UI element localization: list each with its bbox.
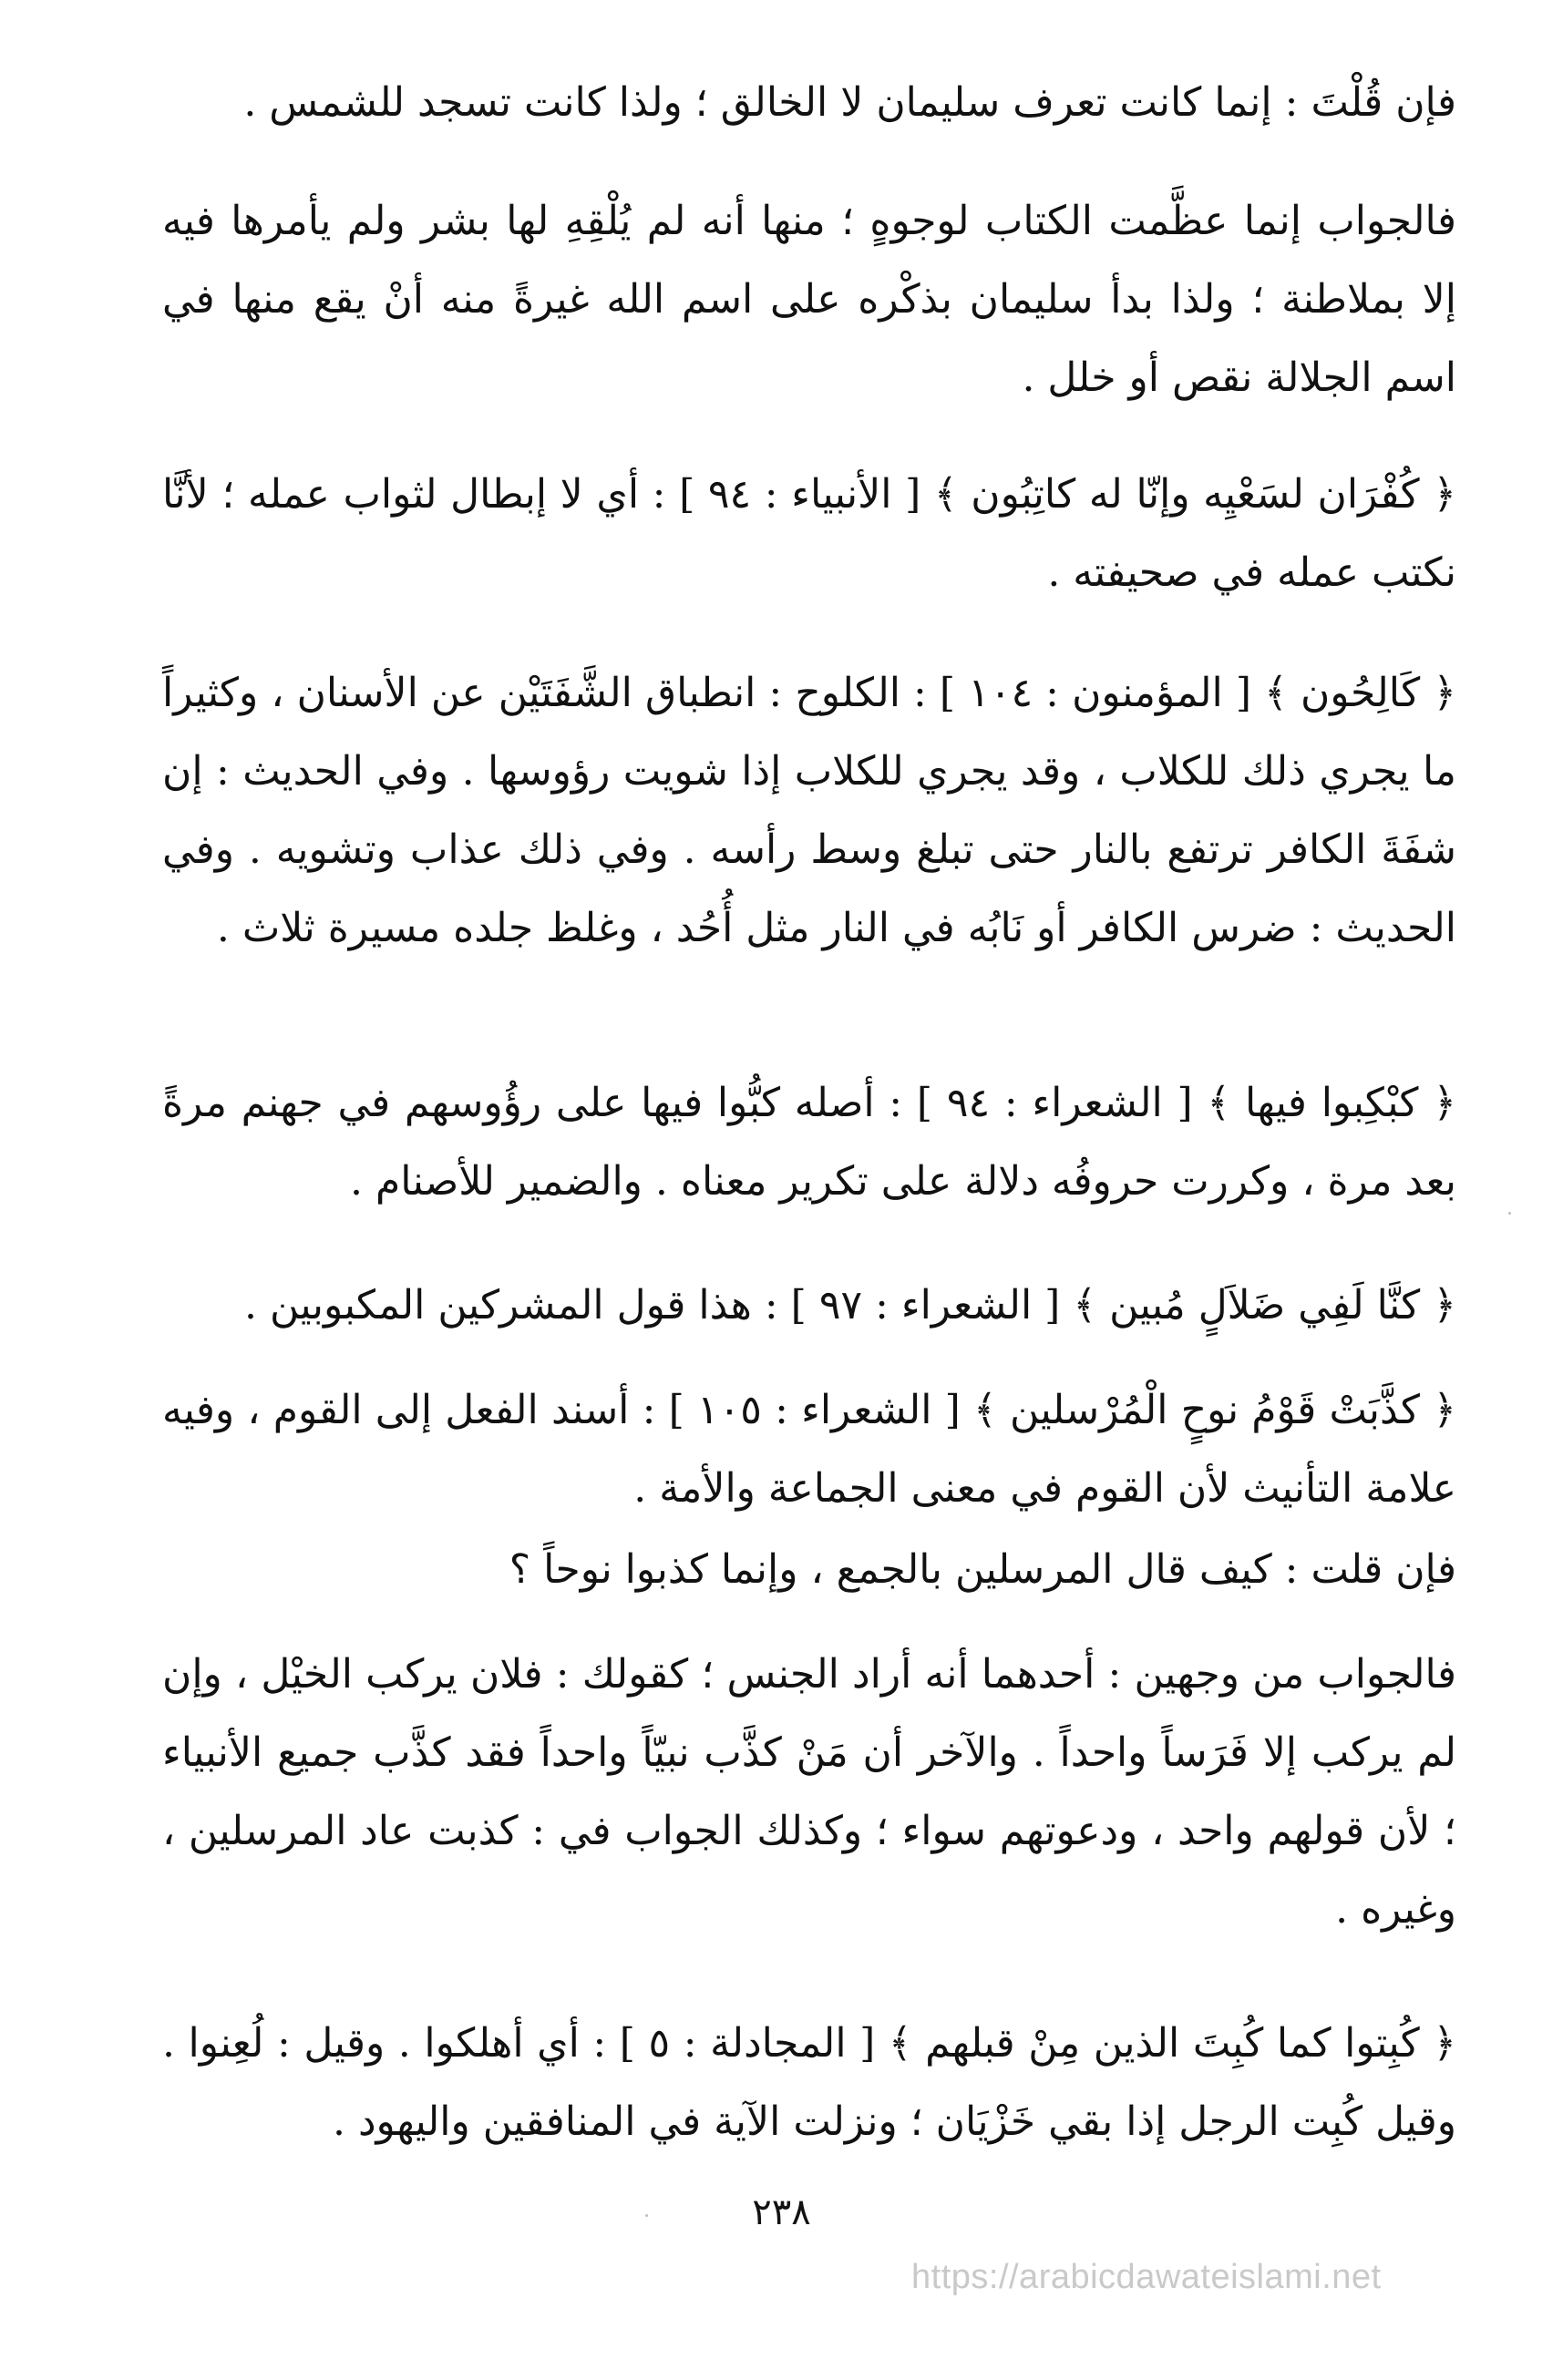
page-number: ٢٣٨ <box>752 2191 811 2233</box>
paragraph-2: فالجواب إنما عظَّمت الكتاب لوجوهٍ ؛ منها أنه لم يُلْقِهِ لها بشر ولم يأمرها فيه إلا بملاطنة ؛ ولذا بدأ سليمان بذكْره على اسم الله غيرةً منه أنْ يقع منها في اسم الجلالة نقص أو خلل . <box>162 198 1456 401</box>
paragraph-4: ﴿ كَالِحُون ﴾ [ المؤمنون : ١٠٤ ] : الكلوح : انطباق الشَّفَتَيْن عن الأسنان ، وكثيراً ما يجري ذلك للكلاب ، وقد يجري للكلاب إذا شويت رؤوسها . وفي الحديث : إن شفَةَ الكافر ترتفع بالنار حتى تبلغ وسط رأسه . وفي ذلك عذاب وتشويه . وفي الحديث : ضرس الكافر أو نَابُه في النار مثل أُحُد ، وغلظ جلده مسيرة ثلاث . <box>162 670 1457 951</box>
scan-speck <box>1508 1212 1511 1215</box>
paragraph-7: ﴿ كذَّبَتْ قَوْمُ نوحٍ الْمُرْسلين ﴾ [ الشعراء : ١٠٥ ] : أسند الفعل إلى القوم ، وفيه علامة التأنيث لأن القوم في معنى الجماعة والأمة . <box>162 1387 1456 1512</box>
paragraph-10: ﴿ كُبِتوا كما كُبِتَ الذين مِنْ قبلهم ﴾ [ المجادلة : ٥ ] : أي أهلكوا . وقيل : لُعِنوا . وقيل كُبِت الرجل إذا بقي خَزْيَان ؛ ونزلت الآية في المنافقين واليهود . <box>162 2020 1456 2145</box>
scan-speck <box>645 2214 648 2217</box>
paragraph-5: ﴿ كبْكِبوا فيها ﴾ [ الشعراء : ٩٤ ] : أصله كبُّوا فيها على رؤُوسهم في جهنم مرةً بعد مرة ، وكررت حروفُه دلالة على تكرير معناه . والضمير للأصنام . <box>162 1080 1456 1205</box>
paragraph-8: فإن قلت : كيف قال المرسلين بالجمع ، وإنما كذبوا نوحاً ؟ <box>509 1546 1456 1593</box>
paragraph-6: ﴿ كنَّا لَفِي ضَلاَلٍ مُبين ﴾ [ الشعراء : ٩٧ ] : هذا قول المشركين المكبوبين . <box>243 1282 1456 1328</box>
watermark-url: https://arabicdawateislami.net <box>911 2258 1382 2296</box>
paragraph-3: ﴿ كُفْرَان لسَعْيِه وإنّا له كاتِبُون ﴾ [ الأنبياء : ٩٤ ] : أي لا إبطال لثواب عمله ؛ لأنَّا نكتب عمله في صحيفته . <box>162 471 1456 596</box>
paragraph-1: فإن قُلْتَ : إنما كانت تعرف سليمان لا الخالق ؛ ولذا كانت تسجد للشمس . <box>243 79 1456 126</box>
paragraph-9: فالجواب من وجهين : أحدهما أنه أراد الجنس ؛ كقولك : فلان يركب الخيْل ، وإن لم يركب إلا فَرَساً واحداً . والآخر أن مَنْ كذَّب نبيّاً واحداً فقد كذَّب جميع الأنبياء ؛ لأن قولهم واحد ، ودعوتهم سواء ؛ وكذلك الجواب في : كذبت عاد المرسلين ، وغيره . <box>162 1651 1456 1933</box>
